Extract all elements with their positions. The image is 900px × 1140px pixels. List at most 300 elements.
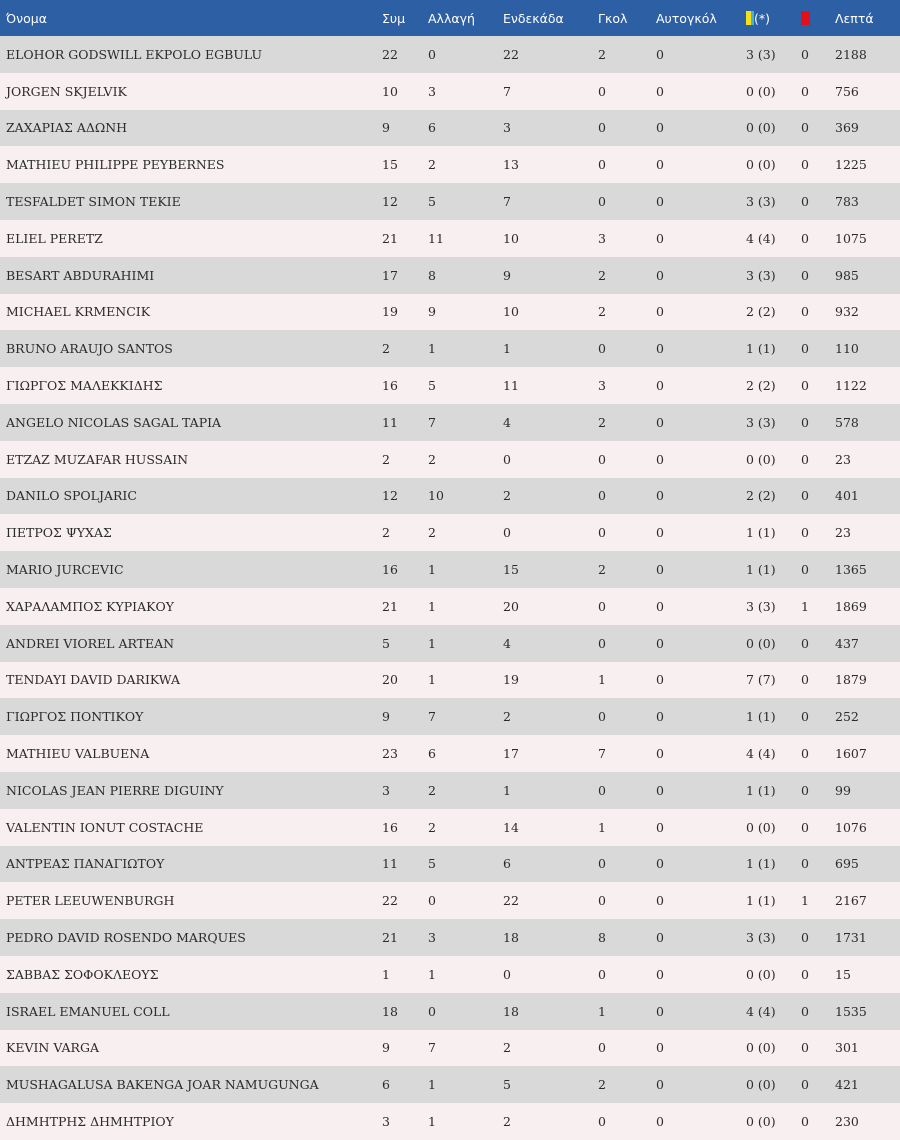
goals-cell: 0 [598,120,606,136]
yellow-cards-cell: 0 (0) [746,819,776,835]
minutes-cell: 2167 [835,893,867,909]
minutes-cell: 1365 [835,562,867,578]
player-name[interactable]: KEVIN VARGA [6,1040,99,1056]
player-name[interactable]: ΓΙΩΡΓΟΣ ΜΑΛΕΚΚΙΔΗΣ [6,378,163,394]
table-row[interactable] [0,1066,900,1103]
table-row[interactable] [0,404,900,441]
player-name[interactable]: ANGELO NICOLAS SAGAL TAPIA [6,414,222,430]
red-cards-cell: 0 [801,1003,809,1019]
goals-cell: 0 [598,782,606,798]
red-cards-cell: 0 [801,746,809,762]
starts-cell: 6 [503,856,511,872]
yellow-cards-cell: 1 (1) [746,782,776,798]
own-goals-cell: 0 [656,120,664,136]
table-body [0,36,900,1140]
own-goals-cell: 0 [656,83,664,99]
player-name[interactable]: MUSHAGALUSA BAKENGA JOAR NAMUGUNGA [6,1077,319,1093]
table-row[interactable] [0,478,900,515]
player-name[interactable]: ELIEL PERETZ [6,230,103,246]
goals-cell: 0 [598,488,606,504]
apps-cell: 20 [382,672,398,688]
goals-cell: 7 [598,746,606,762]
apps-cell: 22 [382,46,398,62]
table-row[interactable] [0,772,900,809]
red-cards-cell: 0 [801,230,809,246]
minutes-cell: 230 [835,1114,859,1129]
player-name[interactable]: ΧΑΡΑΛΑΜΠΟΣ ΚΥΡΙΑΚΟΥ [6,598,174,614]
own-goals-cell: 0 [656,304,664,320]
minutes-cell: 369 [835,120,859,136]
subs-cell: 0 [428,893,436,909]
player-name[interactable]: MATHIEU VALBUENA [6,746,150,762]
yellow-cards-cell: 3 (3) [746,194,776,210]
yellow-cards-cell: 0 (0) [746,1040,776,1056]
table-row[interactable] [0,735,900,772]
apps-cell: 2 [382,341,390,357]
minutes-cell: 1122 [835,378,867,394]
apps-cell: 1 [382,966,390,982]
subs-cell: 7 [428,709,436,725]
minutes-cell: 110 [835,341,859,357]
player-name[interactable]: ΓΙΩΡΓΟΣ ΠΟΝΤΙΚΟΥ [6,709,144,725]
subs-cell: 1 [428,1077,436,1093]
yellow-cards-cell: 3 (3) [746,46,776,62]
apps-cell: 16 [382,562,398,578]
goals-cell: 1 [598,819,606,835]
goals-cell: 3 [598,378,606,394]
own-goals-cell: 0 [656,893,664,909]
goals-cell: 2 [598,414,606,430]
player-name[interactable]: ISRAEL EMANUEL COLL [6,1003,170,1019]
own-goals-cell: 0 [656,46,664,62]
subs-cell: 1 [428,562,436,578]
apps-cell: 17 [382,267,398,283]
red-cards-cell: 0 [801,46,809,62]
yellow-cards-cell: 0 (0) [746,966,776,982]
apps-cell: 3 [382,782,390,798]
own-goals-cell: 0 [656,635,664,651]
minutes-cell: 578 [835,414,859,430]
own-goals-cell: 0 [656,709,664,725]
player-name[interactable]: TESFALDET SIMON TEKIE [6,194,181,210]
subs-cell: 1 [428,635,436,651]
apps-cell: 12 [382,488,398,504]
minutes-cell: 695 [835,856,859,872]
col-yellow-header[interactable] [740,0,795,36]
goals-cell: 0 [598,1040,606,1056]
table-row[interactable] [0,257,900,294]
red-cards-cell: 0 [801,930,809,946]
starts-cell: 1 [503,782,511,798]
starts-cell: 22 [503,893,519,909]
minutes-cell: 985 [835,267,859,283]
minutes-cell: 301 [835,1040,859,1056]
starts-cell: 7 [503,83,511,99]
apps-cell: 16 [382,378,398,394]
red-cards-cell: 0 [801,120,809,136]
apps-cell: 16 [382,819,398,835]
minutes-cell: 1869 [835,598,867,614]
red-cards-cell: 0 [801,525,809,541]
subs-cell: 6 [428,120,436,136]
goals-cell: 0 [598,83,606,99]
player-name[interactable]: PETER LEEUWENBURGH [6,893,175,909]
table-row[interactable] [0,110,900,147]
table-row[interactable] [0,846,900,883]
red-cards-cell: 0 [801,819,809,835]
red-cards-cell: 0 [801,782,809,798]
table-row[interactable] [0,662,900,699]
starts-cell: 0 [503,451,511,467]
own-goals-cell: 0 [656,341,664,357]
yellow-cards-cell: 2 (2) [746,488,776,504]
player-name[interactable]: ΠΕΤΡΟΣ ΨΥΧΑΣ [6,525,112,541]
yellow-cards-cell: 0 (0) [746,157,776,173]
col-goals-header[interactable]: Γκολ [598,10,628,26]
yellow-cards-cell: 3 (3) [746,598,776,614]
starts-cell: 2 [503,1114,511,1129]
minutes-cell: 783 [835,194,859,210]
starts-cell: 18 [503,1003,519,1019]
table-header [0,0,900,36]
subs-cell: 0 [428,46,436,62]
minutes-cell: 756 [835,83,859,99]
goals-cell: 0 [598,893,606,909]
minutes-cell: 421 [835,1077,859,1093]
col-name-header[interactable]: Όνομα [6,10,47,26]
goals-cell: 0 [598,966,606,982]
own-goals-cell: 0 [656,1040,664,1056]
table-row[interactable] [0,588,900,625]
table-row[interactable] [0,551,900,588]
minutes-cell: 1075 [835,230,867,246]
apps-cell: 21 [382,930,398,946]
table-row[interactable] [0,73,900,110]
table-row[interactable] [0,919,900,956]
table-row[interactable] [0,956,900,993]
starts-cell: 3 [503,120,511,136]
minutes-cell: 1879 [835,672,867,688]
red-cards-cell: 0 [801,378,809,394]
own-goals-cell: 0 [656,782,664,798]
red-cards-cell: 0 [801,157,809,173]
subs-cell: 2 [428,525,436,541]
player-name[interactable]: BRUNO ARAUJO SANTOS [6,341,173,357]
header-row [0,0,900,36]
subs-cell: 11 [428,230,444,246]
player-name[interactable]: TENDAYI DAVID DARIKWA [6,672,181,688]
col-apps-header[interactable]: Συμ [382,10,406,26]
table-row[interactable] [0,625,900,662]
red-cards-cell: 0 [801,488,809,504]
subs-cell: 1 [428,966,436,982]
own-goals-cell: 0 [656,267,664,283]
apps-cell: 12 [382,194,398,210]
starts-cell: 18 [503,930,519,946]
apps-cell: 23 [382,746,398,762]
subs-cell: 5 [428,378,436,394]
red-cards-cell: 0 [801,966,809,982]
goals-cell: 0 [598,635,606,651]
apps-cell: 19 [382,304,398,320]
table-row[interactable] [0,146,900,183]
own-goals-cell: 0 [656,598,664,614]
yellow-cards-cell: 3 (3) [746,267,776,283]
yellow-cards-cell: 0 (0) [746,83,776,99]
apps-cell: 11 [382,856,398,872]
goals-cell: 0 [598,341,606,357]
table-row[interactable] [0,294,900,331]
goals-cell: 2 [598,267,606,283]
starts-cell: 4 [503,414,511,430]
subs-cell: 0 [428,1003,436,1019]
apps-cell: 3 [382,1114,390,1129]
starts-cell: 4 [503,635,511,651]
yellow-cards-cell: 0 (0) [746,1114,776,1129]
apps-cell: 6 [382,1077,390,1093]
table-row[interactable] [0,514,900,551]
red-cards-cell: 0 [801,451,809,467]
starts-cell: 19 [503,672,519,688]
own-goals-cell: 0 [656,819,664,835]
own-goals-cell: 0 [656,1003,664,1019]
red-cards-cell: 0 [801,83,809,99]
col-own-goals-header[interactable]: Αυτογκόλ [656,10,717,26]
yellow-cards-cell: 1 (1) [746,856,776,872]
table-row[interactable] [0,183,900,220]
goals-cell: 0 [598,709,606,725]
table-row[interactable] [0,809,900,846]
player-name[interactable]: ANDREI VIOREL ARTEAN [6,635,175,651]
starts-cell: 1 [503,341,511,357]
apps-cell: 2 [382,525,390,541]
goals-cell: 2 [598,1077,606,1093]
yellow-cards-cell: 1 (1) [746,341,776,357]
minutes-cell: 1535 [835,1003,867,1019]
red-cards-cell: 0 [801,856,809,872]
red-cards-cell: 0 [801,1040,809,1056]
subs-cell: 10 [428,488,444,504]
minutes-cell: 99 [835,782,851,798]
own-goals-cell: 0 [656,930,664,946]
starts-cell: 0 [503,525,511,541]
apps-cell: 9 [382,709,390,725]
subs-cell: 2 [428,782,436,798]
starts-cell: 17 [503,746,519,762]
red-cards-cell: 0 [801,414,809,430]
own-goals-cell: 0 [656,672,664,688]
player-name[interactable]: MATHIEU PHILIPPE PEYBERNES [6,157,225,173]
subs-cell: 6 [428,746,436,762]
apps-cell: 22 [382,893,398,909]
player-name[interactable]: JORGEN SKJELVIK [6,83,127,99]
goals-cell: 8 [598,930,606,946]
yellow-cards-cell: 3 (3) [746,930,776,946]
player-name[interactable]: ELOHOR GODSWILL EKPOLO EGBULU [6,46,263,62]
col-red-header[interactable] [795,0,829,36]
goals-cell: 0 [598,451,606,467]
table-row[interactable] [0,441,900,478]
apps-cell: 15 [382,157,398,173]
red-cards-cell: 0 [801,562,809,578]
own-goals-cell: 0 [656,1077,664,1093]
player-name[interactable]: MICHAEL KRMENCIK [6,304,151,320]
starts-cell: 13 [503,157,519,173]
goals-cell: 1 [598,1003,606,1019]
table-row[interactable] [0,36,900,73]
table-row[interactable] [0,698,900,735]
apps-cell: 10 [382,83,398,99]
subs-cell: 3 [428,930,436,946]
goals-cell: 0 [598,157,606,173]
col-subs-header[interactable]: Αλλαγή [428,10,475,26]
apps-cell: 9 [382,120,390,136]
starts-cell: 11 [503,378,519,394]
subs-cell: 9 [428,304,436,320]
minutes-cell: 23 [835,525,851,541]
player-name[interactable]: DANILO SPOLJARIC [6,488,137,504]
goals-cell: 1 [598,672,606,688]
red-cards-cell: 0 [801,672,809,688]
table-row[interactable] [0,993,900,1030]
table-row[interactable] [0,367,900,404]
own-goals-cell: 0 [656,451,664,467]
player-name[interactable]: ΖΑΧΑΡΙΑΣ ΑΔΩΝΗ [6,120,128,136]
minutes-cell: 932 [835,304,859,320]
yellow-cards-cell: 1 (1) [746,562,776,578]
own-goals-cell: 0 [656,746,664,762]
starts-cell: 20 [503,598,519,614]
starts-cell: 5 [503,1077,511,1093]
subs-cell: 1 [428,1114,436,1129]
goals-cell: 0 [598,194,606,210]
yellow-cards-cell: 4 (4) [746,746,776,762]
own-goals-cell: 0 [656,194,664,210]
red-cards-cell: 0 [801,341,809,357]
yellow-cards-cell: 1 (1) [746,893,776,909]
apps-cell: 9 [382,1040,390,1056]
red-cards-cell: 0 [801,1114,809,1129]
subs-cell: 7 [428,414,436,430]
goals-cell: 2 [598,46,606,62]
minutes-cell: 437 [835,635,859,651]
yellow-cards-cell: 1 (1) [746,525,776,541]
apps-cell: 21 [382,598,398,614]
yellow-cards-cell: 7 (7) [746,672,776,688]
yellow-cards-cell: 2 (2) [746,304,776,320]
own-goals-cell: 0 [656,230,664,246]
apps-cell: 11 [382,414,398,430]
subs-cell: 5 [428,856,436,872]
goals-cell: 0 [598,525,606,541]
goals-cell: 0 [598,598,606,614]
subs-cell: 2 [428,451,436,467]
starts-cell: 22 [503,46,519,62]
table-row[interactable] [0,1030,900,1067]
starts-cell: 2 [503,709,511,725]
red-cards-cell: 0 [801,1077,809,1093]
subs-cell: 8 [428,267,436,283]
minutes-cell: 1607 [835,746,867,762]
minutes-cell: 23 [835,451,851,467]
goals-cell: 0 [598,856,606,872]
subs-cell: 5 [428,194,436,210]
table-row[interactable] [0,1103,900,1140]
subs-cell: 1 [428,341,436,357]
player-name[interactable]: VALENTIN IONUT COSTACHE [6,819,204,835]
yellow-cards-cell: 0 (0) [746,635,776,651]
starts-cell: 2 [503,1040,511,1056]
subs-cell: 1 [428,672,436,688]
minutes-cell: 1225 [835,157,867,173]
yellow-cards-cell: 3 (3) [746,414,776,430]
red-cards-cell: 0 [801,267,809,283]
subs-cell: 2 [428,819,436,835]
red-cards-cell: 1 [801,893,809,909]
player-name[interactable]: NICOLAS JEAN PIERRE DIGUINY [6,782,224,798]
yellow-cards-cell: 4 (4) [746,230,776,246]
table-row[interactable] [0,220,900,257]
own-goals-cell: 0 [656,966,664,982]
starts-cell: 9 [503,267,511,283]
player-name[interactable]: ΑΝΤΡΕΑΣ ΠΑΝΑΓΙΩΤΟΥ [6,856,165,872]
red-card-icon [801,11,810,25]
subs-cell: 7 [428,1040,436,1056]
player-name[interactable]: MARIO JURCEVIC [6,562,124,578]
player-name[interactable]: ΔΗΜΗΤΡΗΣ ΔΗΜΗΤΡΙΟΥ [6,1114,174,1129]
red-cards-cell: 1 [801,598,809,614]
col-starts-header[interactable]: Ενδεκάδα [503,10,564,26]
red-cards-cell: 0 [801,709,809,725]
subs-cell: 1 [428,598,436,614]
player-name[interactable]: ΣΑΒΒΑΣ ΣΟΦΟΚΛΕΟΥΣ [6,966,159,982]
yellow-cards-cell: 2 (2) [746,378,776,394]
minutes-cell: 2188 [835,46,867,62]
yellow-cards-cell: 0 (0) [746,120,776,136]
own-goals-cell: 0 [656,562,664,578]
yellow-card-icon [746,11,754,25]
yellow-suffix: (*) [754,10,771,26]
player-name[interactable]: PEDRO DAVID ROSENDO MARQUES [6,930,246,946]
own-goals-cell: 0 [656,414,664,430]
col-minutes-header[interactable]: Λεπτά [835,10,874,26]
yellow-cards-cell: 0 (0) [746,1077,776,1093]
minutes-cell: 15 [835,966,851,982]
table-row[interactable] [0,882,900,919]
goals-cell: 2 [598,304,606,320]
subs-cell: 2 [428,157,436,173]
starts-cell: 7 [503,194,511,210]
apps-cell: 5 [382,635,390,651]
minutes-cell: 1731 [835,930,867,946]
own-goals-cell: 0 [656,525,664,541]
minutes-cell: 1076 [835,819,867,835]
minutes-cell: 401 [835,488,859,504]
player-name[interactable]: ETZAZ MUZAFAR HUSSAIN [6,451,189,467]
table-row[interactable] [0,330,900,367]
yellow-cards-cell: 0 (0) [746,451,776,467]
minutes-cell: 252 [835,709,859,725]
starts-cell: 0 [503,966,511,982]
yellow-cards-cell: 1 (1) [746,709,776,725]
red-cards-cell: 0 [801,304,809,320]
own-goals-cell: 0 [656,488,664,504]
own-goals-cell: 0 [656,856,664,872]
red-cards-cell: 0 [801,635,809,651]
player-name[interactable]: BESART ABDURAHIMI [6,267,155,283]
starts-cell: 15 [503,562,519,578]
starts-cell: 10 [503,230,519,246]
